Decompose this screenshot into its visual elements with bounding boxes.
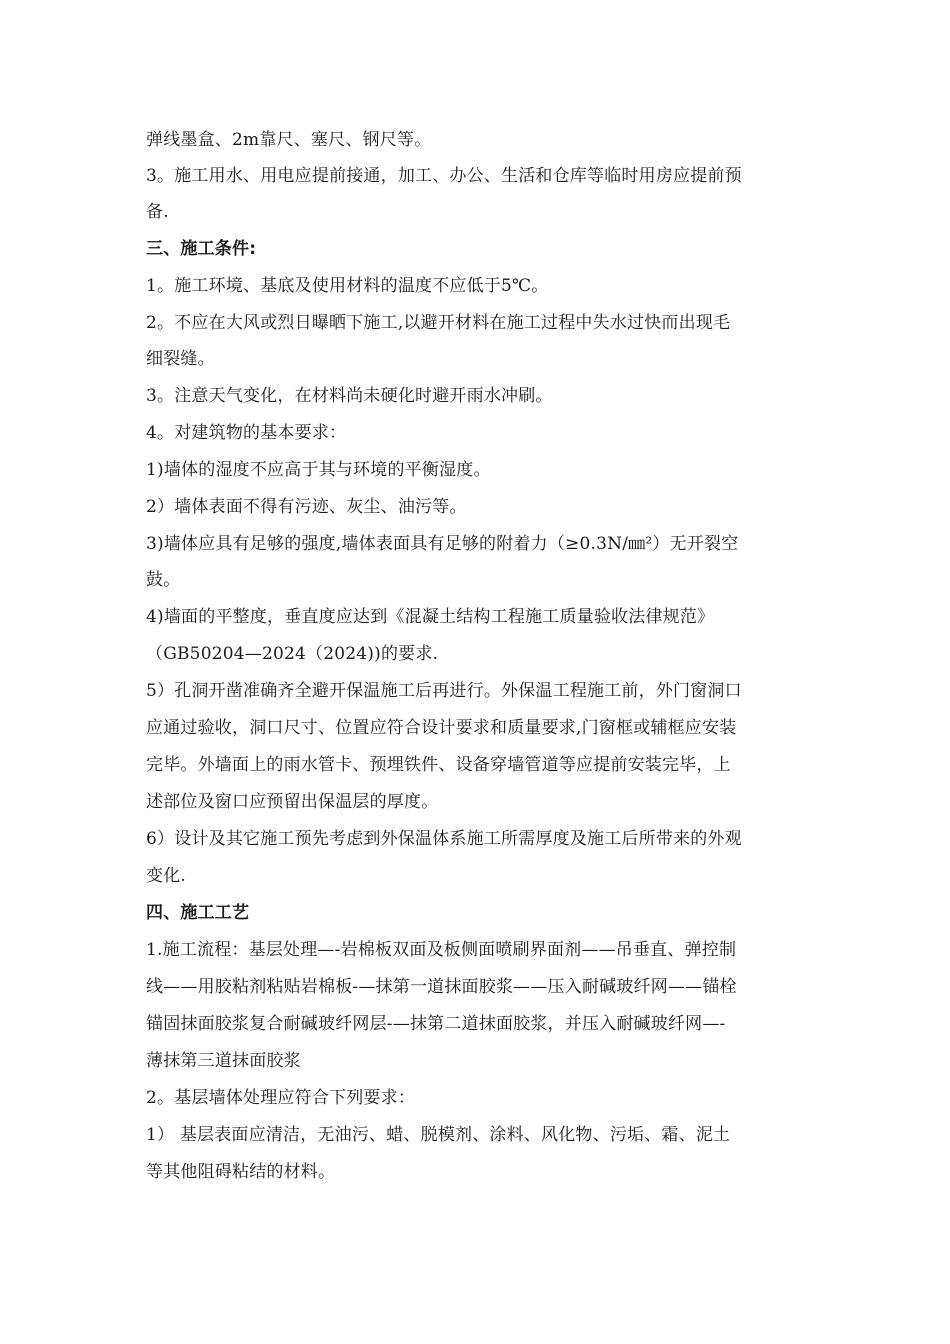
text-line: （GB50204—2024（2024))的要求. (146, 644, 439, 664)
section-heading: 三、施工条件: (146, 239, 257, 259)
text-line: 变化. (146, 866, 187, 886)
text-line: 4)墙面的平整度，垂直度应达到《混凝土结构工程施工质量验收法律规范》 (146, 607, 715, 627)
text-line: 5）孔洞开凿准确齐全避开保温施工后再进行。外保温工程施工前，外门窗洞口 (146, 681, 742, 701)
text-line: 细裂缝。 (146, 349, 215, 369)
text-line: 2。基层墙体处理应符合下列要求： (146, 1088, 416, 1108)
text-line: 鼓。 (146, 570, 181, 590)
text-line: 2。不应在大风或烈日曝晒下施工,以避开材料在施工过程中失水过快而出现毛 (146, 313, 731, 333)
text-line: 1.施工流程：基层处理—-岩棉板双面及板侧面喷刷界面剂——吊垂直、弹控制 (146, 940, 737, 960)
text-line: 1。施工环境、基底及使用材料的温度不应低于5℃。 (146, 276, 549, 296)
text-line: 述部位及窗口应预留出保温层的厚度。 (146, 792, 439, 812)
text-line: 1)墙体的湿度不应高于其与环境的平衡湿度。 (146, 460, 491, 480)
text-line: 线——用胶粘剂粘贴岩棉板-—抹第一道抹面胶浆——压入耐碱玻纤网——锚栓 (146, 977, 737, 997)
text-line: 完毕。外墙面上的雨水管卡、预埋铁件、设备穿墙管道等应提前安装完毕，上 (146, 755, 731, 775)
text-line: 应通过验收，洞口尺寸、位置应符合设计要求和质量要求,门窗框或辅框应安装 (146, 718, 737, 738)
text-line: 薄抹第三道抹面胶浆 (146, 1051, 301, 1071)
text-line: 备. (146, 202, 169, 222)
text-line: 2）墙体表面不得有污迹、灰尘、油污等。 (146, 497, 467, 517)
text-line: 3。注意天气变化，在材料尚未硬化时避开雨水冲刷。 (146, 386, 553, 406)
text-line: 3)墙体应具有足够的强度,墙体表面具有足够的附着力（≥0.3N/㎜²）无开裂空 (146, 534, 739, 554)
text-line: 4。对建筑物的基本要求： (146, 423, 347, 443)
text-line: 锚固抹面胶浆复合耐碱玻纤网层-—抹第二道抹面胶浆，并压入耐碱玻纤网—- (146, 1014, 726, 1034)
text-line: 3。施工用水、用电应提前接通，加工、办公、生活和仓库等临时用房应提前预 (146, 166, 742, 186)
text-line: 弹线墨盒、2m靠尺、塞尺、钢尺等。 (146, 130, 432, 150)
text-line: 等其他阻碍粘结的材料。 (146, 1162, 336, 1182)
section-heading: 四、施工工艺 (146, 903, 250, 923)
text-line: 1） 基层表面应清洁，无油污、蜡、脱模剂、涂料、风化物、污垢、霜、泥土 (146, 1125, 731, 1145)
text-line: 6）设计及其它施工预先考虑到外保温体系施工所需厚度及施工后所带来的外观 (146, 829, 742, 849)
